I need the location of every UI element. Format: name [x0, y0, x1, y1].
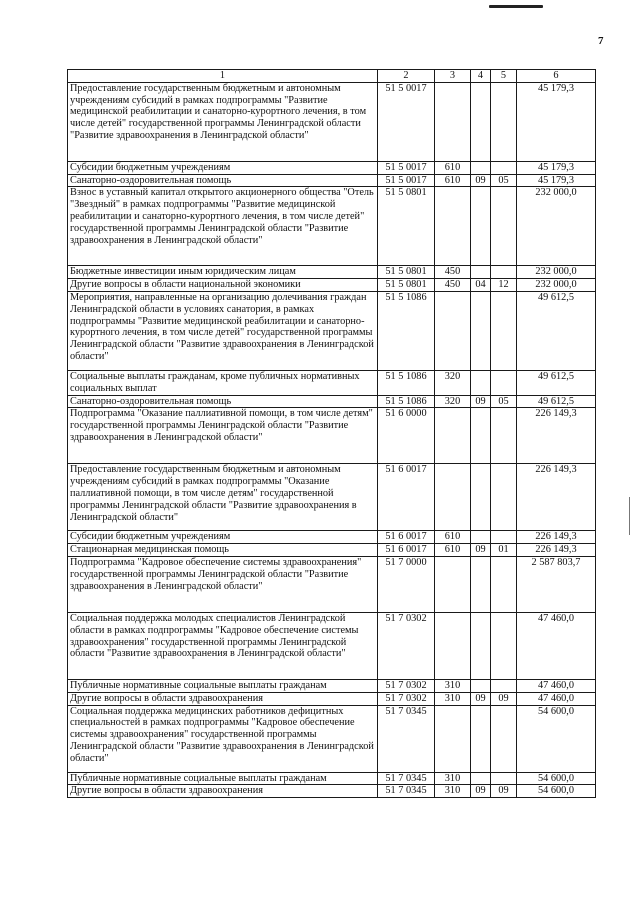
table-row [68, 82, 596, 161]
row-name: Санаторно-оздоровительная помощь [68, 395, 378, 408]
row-section: 09 [471, 174, 491, 187]
row-name: Подпрограмма "Кадровое обеспечение системы здравоохранения" государственной программы Ленинградской области "Развитие здравоохранения в Ленинградской области" [68, 556, 378, 612]
row-amount: 232 000,0 [517, 187, 596, 266]
row-csr-code: 51 6 0000 [378, 408, 435, 464]
row-expense-type: 310 [435, 772, 471, 785]
row-expense-type: 320 [435, 370, 471, 395]
row-amount: 47 460,0 [517, 612, 596, 679]
budget-table [67, 69, 596, 798]
table-header-row [68, 70, 596, 83]
header-col-6: 6 [517, 70, 596, 83]
row-csr-code: 51 7 0302 [378, 692, 435, 705]
table-row [68, 785, 596, 798]
scan-mark-top [489, 5, 543, 8]
row-name: Другие вопросы в области здравоохранения [68, 692, 378, 705]
row-subsection [491, 531, 517, 544]
scan-mark-right [629, 497, 630, 535]
row-section [471, 370, 491, 395]
table-row [68, 408, 596, 464]
row-expense-type: 610 [435, 174, 471, 187]
row-subsection: 01 [491, 544, 517, 557]
row-subsection [491, 612, 517, 679]
row-name: Социальная поддержка молодых специалистов Ленинградской области в рамках подпрограммы "Кадровое обеспечение системы здравоохранения" государственной программы Ленинградской области "Развитие здравоохранения в Ленинградской области" [68, 612, 378, 679]
row-amount: 49 612,5 [517, 395, 596, 408]
row-amount: 54 600,0 [517, 785, 596, 798]
table-row [68, 174, 596, 187]
table-row [68, 705, 596, 772]
table-row [68, 279, 596, 292]
table-row [68, 266, 596, 279]
table-row [68, 612, 596, 679]
row-csr-code: 51 7 0345 [378, 705, 435, 772]
table-row [68, 531, 596, 544]
row-csr-code: 51 5 1086 [378, 395, 435, 408]
row-expense-type [435, 408, 471, 464]
row-section: 09 [471, 395, 491, 408]
row-amount: 54 600,0 [517, 772, 596, 785]
row-section: 09 [471, 785, 491, 798]
row-subsection [491, 772, 517, 785]
row-name: Стационарная медицинская помощь [68, 544, 378, 557]
row-csr-code: 51 5 0801 [378, 266, 435, 279]
table-row [68, 291, 596, 370]
table-row [68, 395, 596, 408]
row-amount: 45 179,3 [517, 161, 596, 174]
row-subsection [491, 679, 517, 692]
table-row [68, 544, 596, 557]
row-amount: 45 179,3 [517, 82, 596, 161]
row-section [471, 82, 491, 161]
row-expense-type: 610 [435, 544, 471, 557]
row-section [471, 531, 491, 544]
table-row [68, 556, 596, 612]
row-expense-type [435, 556, 471, 612]
row-subsection [491, 556, 517, 612]
row-subsection [491, 464, 517, 531]
row-amount: 226 149,3 [517, 408, 596, 464]
row-expense-type [435, 705, 471, 772]
row-expense-type [435, 464, 471, 531]
row-subsection: 05 [491, 395, 517, 408]
row-expense-type [435, 82, 471, 161]
row-section [471, 464, 491, 531]
header-col-5: 5 [491, 70, 517, 83]
row-expense-type [435, 187, 471, 266]
row-csr-code: 51 6 0017 [378, 531, 435, 544]
row-name: Подпрограмма "Оказание паллиативной помощи, в том числе детям" государственной программы Ленинградской области "Развитие здравоохранения в Ленинградской области" [68, 408, 378, 464]
row-section [471, 266, 491, 279]
row-section [471, 772, 491, 785]
row-name: Бюджетные инвестиции иным юридическим лицам [68, 266, 378, 279]
row-name: Предоставление государственным бюджетным и автономным учреждениям субсидий в рамках подпрограммы "Развитие медицинской реабилитации и санаторно-курортного лечения, в том числе детей" государственной программы Ленинградской области "Развитие здравоохранения в Ленинградской области" [68, 82, 378, 161]
row-name: Субсидии бюджетным учреждениям [68, 531, 378, 544]
row-subsection [491, 291, 517, 370]
row-name: Социальная поддержка медицинских работников дефицитных специальностей в рамках подпрограммы "Кадровое обеспечение системы здравоохранения" государственной программы Ленинградской области "Развитие здравоохранения в Ленинградской области" [68, 705, 378, 772]
row-amount: 49 612,5 [517, 370, 596, 395]
row-name: Предоставление государственным бюджетным и автономным учреждениям субсидий в рамках подпрограммы "Оказание паллиативной помощи, в том числе детям" государственной программы Ленинградской области "Развитие здравоохранения в Ленинградской области" [68, 464, 378, 531]
table-row [68, 161, 596, 174]
table-row [68, 692, 596, 705]
row-expense-type: 610 [435, 161, 471, 174]
row-name: Публичные нормативные социальные выплаты гражданам [68, 679, 378, 692]
row-csr-code: 51 7 0000 [378, 556, 435, 612]
row-expense-type: 310 [435, 785, 471, 798]
row-subsection [491, 82, 517, 161]
row-name: Санаторно-оздоровительная помощь [68, 174, 378, 187]
row-expense-type [435, 291, 471, 370]
row-subsection: 12 [491, 279, 517, 292]
table-row [68, 187, 596, 266]
row-expense-type: 450 [435, 279, 471, 292]
row-csr-code: 51 5 0017 [378, 82, 435, 161]
row-section [471, 187, 491, 266]
row-csr-code: 51 5 0801 [378, 187, 435, 266]
table-row [68, 370, 596, 395]
row-csr-code: 51 5 0017 [378, 161, 435, 174]
header-col-3: 3 [435, 70, 471, 83]
row-amount: 226 149,3 [517, 544, 596, 557]
table-row [68, 464, 596, 531]
row-name: Другие вопросы в области здравоохранения [68, 785, 378, 798]
row-expense-type [435, 612, 471, 679]
row-amount: 232 000,0 [517, 266, 596, 279]
row-amount: 2 587 803,7 [517, 556, 596, 612]
header-col-2: 2 [378, 70, 435, 83]
row-section: 09 [471, 692, 491, 705]
row-expense-type: 310 [435, 679, 471, 692]
row-expense-type: 310 [435, 692, 471, 705]
row-amount: 54 600,0 [517, 705, 596, 772]
row-csr-code: 51 7 0345 [378, 772, 435, 785]
row-name: Публичные нормативные социальные выплаты гражданам [68, 772, 378, 785]
header-col-4: 4 [471, 70, 491, 83]
row-expense-type: 610 [435, 531, 471, 544]
row-subsection [491, 705, 517, 772]
row-subsection: 05 [491, 174, 517, 187]
row-subsection [491, 370, 517, 395]
row-name: Субсидии бюджетным учреждениям [68, 161, 378, 174]
row-csr-code: 51 6 0017 [378, 464, 435, 531]
row-subsection [491, 408, 517, 464]
row-subsection [491, 266, 517, 279]
header-col-1: 1 [68, 70, 378, 83]
row-section: 09 [471, 544, 491, 557]
row-subsection: 09 [491, 692, 517, 705]
row-section [471, 291, 491, 370]
row-csr-code: 51 5 0017 [378, 174, 435, 187]
row-csr-code: 51 6 0017 [378, 544, 435, 557]
row-section: 04 [471, 279, 491, 292]
row-csr-code: 51 7 0302 [378, 612, 435, 679]
row-csr-code: 51 5 1086 [378, 370, 435, 395]
row-name: Мероприятия, направленные на организацию долечивания граждан Ленинградской области в условиях санатория, в рамках подпрограммы "Развитие медицинской реабилитации и санаторно-курортного лечения, в том числе детей" государственной программы Ленинградской области "Развитие здравоохранения в Ленинградской области" [68, 291, 378, 370]
table-row [68, 772, 596, 785]
row-section [471, 705, 491, 772]
row-name: Другие вопросы в области национальной экономики [68, 279, 378, 292]
row-csr-code: 51 5 1086 [378, 291, 435, 370]
row-section [471, 679, 491, 692]
row-amount: 226 149,3 [517, 531, 596, 544]
row-expense-type: 320 [435, 395, 471, 408]
row-amount: 47 460,0 [517, 679, 596, 692]
row-subsection [491, 161, 517, 174]
row-csr-code: 51 5 0801 [378, 279, 435, 292]
row-subsection: 09 [491, 785, 517, 798]
row-csr-code: 51 7 0345 [378, 785, 435, 798]
row-amount: 226 149,3 [517, 464, 596, 531]
row-csr-code: 51 7 0302 [378, 679, 435, 692]
row-section [471, 408, 491, 464]
page-number: 7 [598, 35, 604, 47]
row-name: Социальные выплаты гражданам, кроме публичных нормативных социальных выплат [68, 370, 378, 395]
row-section [471, 556, 491, 612]
row-name: Взнос в уставный капитал открытого акционерного общества "Отель "Звездный" в рамках подпрограммы "Развитие медицинской реабилитации и санаторно-курортного лечения, в том числе детей" государственной программы Ленинградской области "Развитие здравоохранения в Ленинградской области" [68, 187, 378, 266]
row-expense-type: 450 [435, 266, 471, 279]
table-row [68, 679, 596, 692]
row-amount: 45 179,3 [517, 174, 596, 187]
row-amount: 47 460,0 [517, 692, 596, 705]
row-section [471, 161, 491, 174]
row-subsection [491, 187, 517, 266]
row-amount: 232 000,0 [517, 279, 596, 292]
row-amount: 49 612,5 [517, 291, 596, 370]
row-section [471, 612, 491, 679]
